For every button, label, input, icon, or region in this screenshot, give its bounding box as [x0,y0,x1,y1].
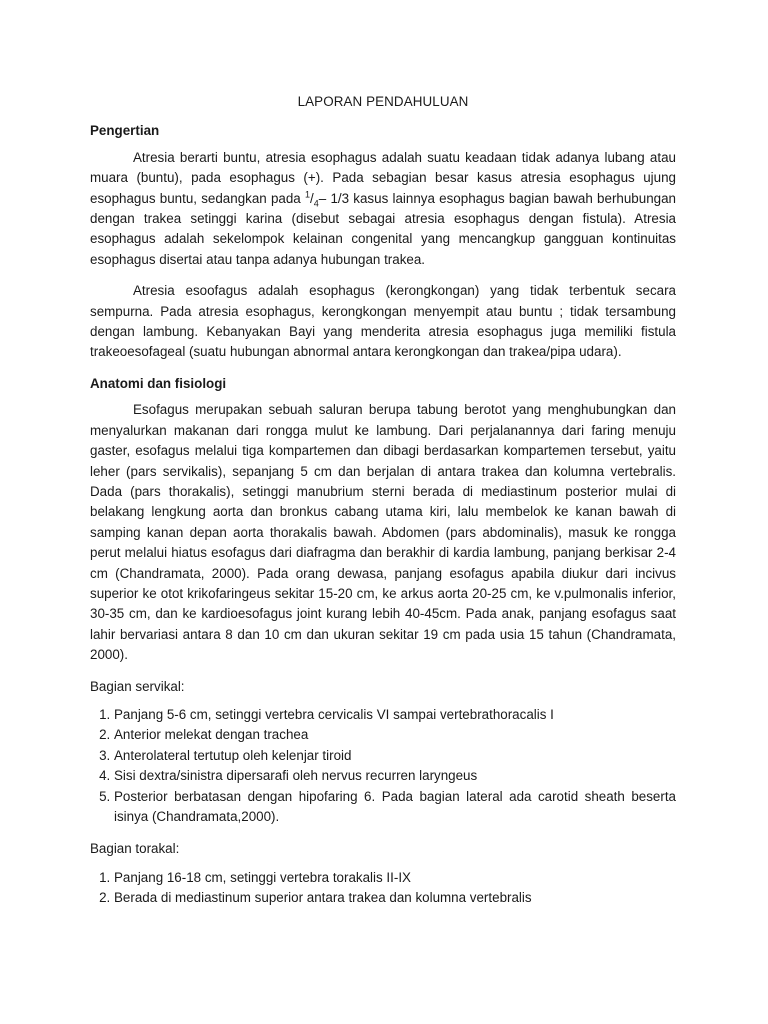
document-page [90,92,676,921]
paragraph-text: – 1/3 kasus lainnya esophagus bagian bawah berhubungan dengan trakea setinggi karina (disebut sebagai atresia esophagus dengan fistula). Atresia esophagus adalah sekelompok kelainan congenital yang mencangkup gangguan kontinuitas esophagus disertai atau tanpa adanya hubungan trakea. [90,190,676,267]
paragraph-pengertian-2: Atresia esoofagus adalah esophagus (kerongkongan) yang tidak terbentuk secara sempurna. Pada atresia esophagus, kerongkongan menyempit atau buntu ; tidak tersambung dengan lambung. Kebanyakan Bayi yang menderita atresia esophagus juga memiliki fistula trakeoesofageal (suatu hubungan abnormal antara kerongkongan dan trakea/pipa udara). [90,283,676,360]
paragraph-anatomi-1: Esofagus merupakan sebuah saluran berupa tabung berotot yang menghubungkan dan menyalurkan makanan dari rongga mulut ke lambung. Dari perjalanannya dari faring menuju gaster, esofagus melalui tiga kompartemen dan dibagi berdasarkan kompartemen tersebut, yaitu leher (pars servikalis), sepanjang 5 cm dan berjalan di antara trakea dan kolumna vertebralis. Dada (pars thorakalis), setinggi manubrium sterni berada di mediastinum posterior mulai di belakang lengkung aorta dan bronkus cabang utama kiri, lalu membelok ke kanan bawah di samping kanan depan aorta thorakalis bawah. Abdomen (pars abdominalis), masuk ke rongga perut melalui hiatus esofagus dari diafragma dan berakhir di kardia lambung, panjang berkisar 2-4 cm (Chandramata, 2000). Pada orang dewasa, panjang esofagus apabila diukur dari incivus superior ke otot krikofaringeus sekitar 15-20 cm, ke arkus aorta 20-25 cm, ke v.pulmonalis inferior, 30-35 cm, dan ke kardioesofagus joint kurang lebih 40-45cm. Pada anak, panjang esofagus saat lahir bervariasi antara 8 dan 10 cm dan ukuran sekitar 19 cm pada usia 15 tahun (Chandramata, 2000). [90,402,676,663]
list-item: 1. Panjang 16-18 cm, setinggi vertebra torakalis II-IX [114,868,676,888]
section-heading-pengertian: Pengertian [90,123,160,139]
fraction-numerator: 1 [305,189,311,200]
torakal-list [90,868,676,909]
list-item: 2. Berada di mediastinum superior antara trakea dan kolumna vertebralis [114,888,676,908]
fraction: $^1/_4$ [305,189,319,209]
torakal-label: Bagian torakal: [90,841,180,857]
list-item: 2. Anterior melekat dengan trachea [114,725,676,745]
paragraph-pengertian-1 [90,148,676,270]
document-title: LAPORAN PENDAHULUAN [297,94,469,109]
servikal-label: Bagian servikal: [90,678,185,694]
list-item: 4. Sisi dextra/sinistra dipersarafi oleh nervus recurren laryngeus [114,766,676,786]
list-item: 5. Posterior berbatasan dengan hipofaring 6. Pada bagian lateral ada carotid sheath beserta isinya (Chandramata,2000). [114,787,676,828]
fraction-denominator: 4 [313,198,319,209]
servikal-list [90,705,676,827]
section-heading-anatomi: Anatomi dan fisiologi [90,375,227,391]
list-item: 1. Panjang 5-6 cm, setinggi vertebra cervicalis VI sampai vertebrathoracalis I [114,705,676,725]
list-item: 3. Anterolateral tertutup oleh kelenjar tiroid [114,746,676,766]
paragraph-text: Atresia berarti buntu, atresia esophagus adalah suatu keadaan tidak adanya lubang atau muara (buntu), pada esophagus (+). Pada sebagian besar kasus atresia esophagus ujung esophagus buntu, sedangkan pada [90,149,676,206]
